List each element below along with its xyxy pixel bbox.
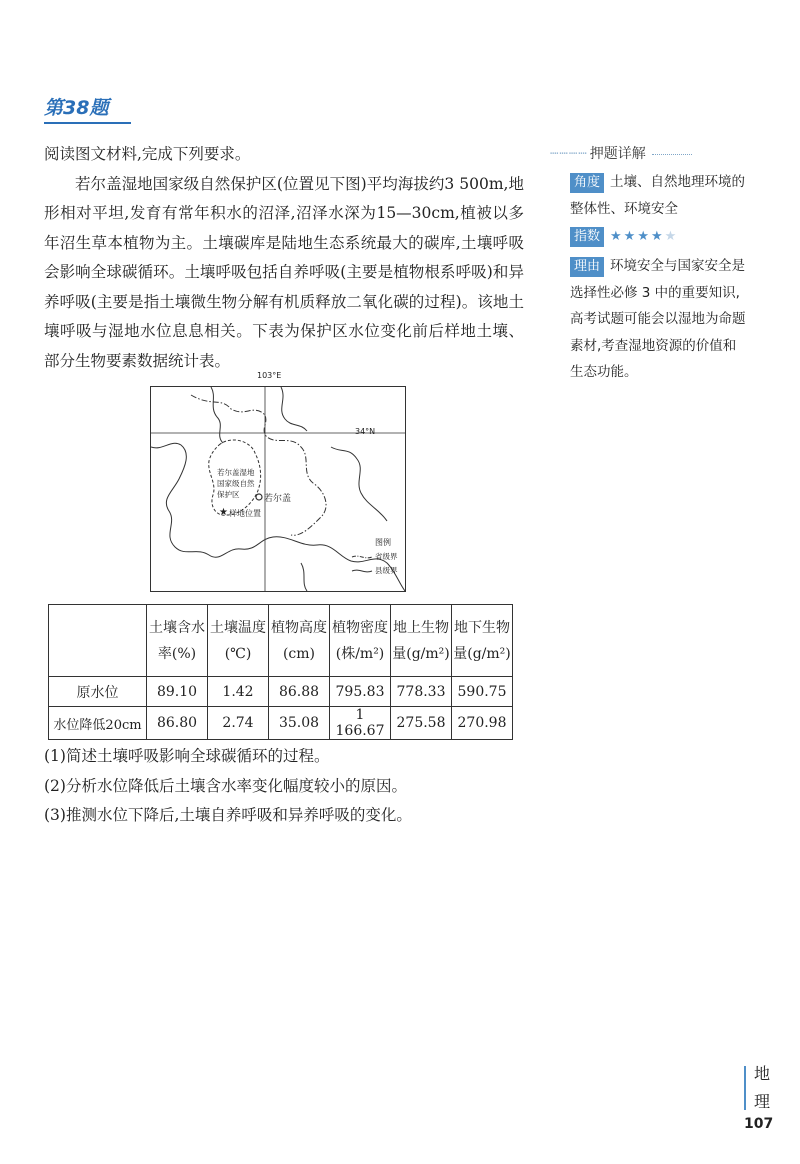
sidebar-reason bbox=[570, 253, 755, 386]
angle-tag: 角度 bbox=[570, 173, 604, 193]
table-header-row bbox=[49, 605, 513, 677]
legend-title: 图例 bbox=[375, 538, 391, 547]
latitude-label: 34°N bbox=[355, 427, 376, 436]
county-boundary-2 bbox=[211, 387, 223, 443]
table-cell: 795.83 bbox=[330, 677, 391, 707]
reason-line-1: 环境安全与国家安全是 bbox=[610, 258, 746, 274]
table-cell: 778.33 bbox=[391, 677, 452, 707]
sample-site-label: 样地位置 bbox=[229, 509, 261, 518]
rating-stars-off: ★ bbox=[664, 229, 679, 244]
row-label: 原水位 bbox=[49, 677, 147, 707]
page-marker-bar bbox=[744, 1066, 746, 1110]
rating-stars bbox=[610, 229, 678, 244]
reason-line-4: 素材,考查湿地资源的价值和 bbox=[570, 337, 737, 354]
reserve-label-line1: 若尔盖湿地 bbox=[217, 468, 255, 477]
reserve-label-line3: 保护区 bbox=[217, 490, 240, 499]
sub-question-2: (2)分析水位降低后土壤含水率变化幅度较小的原因。 bbox=[44, 776, 407, 795]
longitude-label: 103°E bbox=[257, 371, 282, 380]
legend-province-label: 省级界 bbox=[375, 552, 398, 561]
map-drawing bbox=[151, 387, 405, 591]
data-table-wrap bbox=[48, 604, 513, 740]
sub-question-1: (1)简述土壤呼吸影响全球碳循环的过程。 bbox=[44, 747, 330, 765]
reason-line-3: 高考试题可能会以湿地为命题 bbox=[570, 311, 746, 327]
rating-stars-on: ★★★★ bbox=[610, 229, 665, 244]
table-header-cell: 土壤温度 (℃) bbox=[208, 605, 269, 677]
question-body bbox=[44, 140, 524, 376]
reserve-label bbox=[217, 467, 255, 500]
table-cell: 86.88 bbox=[269, 677, 330, 707]
data-table bbox=[48, 604, 513, 740]
material-paragraph: 若尔盖湿地国家级自然保护区(位置见下图)平均海拔约3 500m,地形相对平坦,发育有常年积水的沼泽,沼泽水深为15—30cm,植被以多年沼生草本植物为主。土壤碳库是陆地生态系统最大的碳库,土壤呼吸会影响全球碳循环。土壤呼吸包括自养呼吸(主要是植物根系呼吸)和异养呼吸(主要是指土壤微生物分解有机质释放二氧化碳的过程)。该地土壤呼吸与湿地水位息息相关。下表为保护区水位变化前后样地土壤、部分生物要素数据统计表。 bbox=[44, 174, 524, 370]
table-cell: 1.42 bbox=[208, 677, 269, 707]
sample-site-star: ★ bbox=[219, 507, 228, 518]
intro-text: 阅读图文材料,完成下列要求。 bbox=[44, 145, 251, 163]
sub-questions bbox=[44, 742, 564, 831]
question-number: 第38题 bbox=[44, 97, 131, 124]
county-boundary-4 bbox=[331, 447, 387, 521]
angle-line-1: 土壤、自然地理环境的 bbox=[610, 174, 746, 190]
table-cell: 2.74 bbox=[208, 707, 269, 740]
reason-tag: 理由 bbox=[570, 257, 604, 277]
subject-char-2: 理 bbox=[754, 1092, 771, 1111]
table-cell: 35.08 bbox=[269, 707, 330, 740]
city-label: 若尔盖 bbox=[264, 494, 292, 504]
sidebar-angle bbox=[570, 169, 755, 222]
table-header-cell: 土壤含水 率(%) bbox=[147, 605, 208, 677]
sidebar-title bbox=[550, 143, 692, 163]
table-header-cell: 地上生物 量(g/m²) bbox=[391, 605, 452, 677]
table-row bbox=[49, 707, 513, 740]
table-corner-cell bbox=[49, 605, 147, 677]
row-label: 水位降低20cm bbox=[49, 707, 147, 740]
reason-line-2: 选择性必修 3 中的重要知识, bbox=[570, 284, 740, 301]
reserve-label-line2: 国家级自然 bbox=[217, 479, 255, 488]
table-row bbox=[49, 677, 513, 707]
legend-province-line bbox=[352, 556, 372, 558]
index-tag: 指数 bbox=[570, 227, 604, 247]
sub-question-3: (3)推测水位下降后,土壤自养呼吸和异养呼吸的变化。 bbox=[44, 806, 412, 824]
county-boundary-1 bbox=[151, 443, 405, 591]
table-header-cell: 地下生物 量(g/m²) bbox=[452, 605, 513, 677]
county-boundary-5 bbox=[301, 563, 307, 591]
table-cell: 590.75 bbox=[452, 677, 513, 707]
sidebar-dots: ┈┈┈┈ bbox=[550, 146, 588, 162]
sidebar-index bbox=[570, 223, 755, 251]
location-map bbox=[150, 371, 406, 592]
reason-line-5: 生态功能。 bbox=[570, 364, 638, 380]
table-cell: 270.98 bbox=[452, 707, 513, 740]
angle-line-2: 整体性、环境安全 bbox=[570, 200, 678, 217]
table-cell: 89.10 bbox=[147, 677, 208, 707]
legend-county-label: 县级界 bbox=[375, 566, 398, 575]
table-cell: 1 166.67 bbox=[330, 707, 391, 740]
county-boundary-3 bbox=[281, 387, 307, 431]
table-cell: 275.58 bbox=[391, 707, 452, 740]
legend-county-line bbox=[352, 570, 372, 572]
city-marker bbox=[256, 494, 262, 500]
table-header-cell: 植物高度 (cm) bbox=[269, 605, 330, 677]
page-number: 107 bbox=[744, 1116, 774, 1132]
table-header-cell: 植物密度 (株/m²) bbox=[330, 605, 391, 677]
subject-char-1: 地 bbox=[754, 1064, 771, 1083]
sidebar-title-text: 押题详解 bbox=[589, 146, 646, 162]
table-cell: 86.80 bbox=[147, 707, 208, 740]
